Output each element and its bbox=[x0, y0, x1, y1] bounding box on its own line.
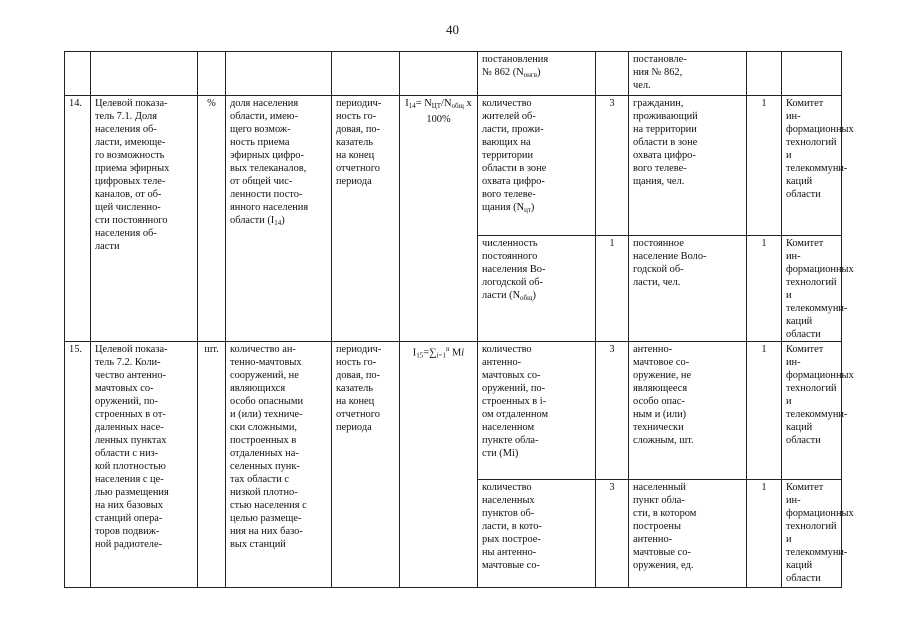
population-unit: антенно- мачтовое со- оружение, не являющееся особо опас- ным и (или) технически сложным, шт. bbox=[629, 342, 747, 480]
basic-indicator: количество жителей об- ласти, прожи- вающих на территории области в зоне охвата цифро- вого телеве- щания $(N_{цт})$ bbox=[478, 96, 596, 236]
formula: $I_{14}= N_{ЦТ}/N_{общ}$ x 100% bbox=[400, 96, 478, 342]
cell-empty bbox=[400, 52, 478, 96]
formula: $I_{15}=\sum_{i=1}^n$ Mi bbox=[400, 342, 478, 588]
basic-indicator: количество антенно- мачтовых со- оружений, по- строенных в i- ом отдаленном населенном пункте обла- сти (Mi) bbox=[478, 342, 596, 480]
periodicity: периодич- ность го- довая, по- казатель на конец отчетного периода bbox=[332, 96, 400, 342]
cell-empty bbox=[782, 52, 842, 96]
periodicity: периодич- ность го- довая, по- казатель на конец отчетного периода bbox=[332, 342, 400, 588]
cell-empty bbox=[91, 52, 198, 96]
cell-unit: постановле- ния № 862, чел. bbox=[629, 52, 747, 96]
method-code: 3 bbox=[596, 480, 629, 588]
table-row-continuation bbox=[65, 52, 842, 96]
indicator-definition: доля населения области, имею- щего возмож- ность приема эфирных цифро- вых телеканалов, от общей чис- ленности посто- янного населения области $(I_{14})$ bbox=[226, 96, 332, 342]
responsible-body: Комитет ин- формационных технологий и телекоммуни- каций области bbox=[782, 96, 842, 236]
row-number: 14. bbox=[65, 96, 91, 342]
method-code: 3 bbox=[596, 342, 629, 480]
basic-indicator: численность постоянного населения Во- логодской об- ласти $(N_{общ})$ bbox=[478, 236, 596, 342]
cell-empty bbox=[332, 52, 400, 96]
responsible-body: Комитет ин- формационных технологий и телекоммуни- каций области bbox=[782, 342, 842, 480]
indicators-table bbox=[64, 51, 854, 588]
cell-basic-indicator: постановления № 862 $(N_{онгв})$ bbox=[478, 52, 596, 96]
unit: шт. bbox=[198, 342, 226, 588]
indicator-name: Целевой показа- тель 7.2. Коли- чество антенно- мачтовых со- оружений, по- строенных в от- даленных насе- ленных пунктах области с низ- кой плотностью населения с це- лью размещения на них базовых станций опера- торов подвиж- ной радиотеле- bbox=[91, 342, 198, 588]
indicator-name: Целевой показа- тель 7.1. Доля населения об- ласти, имеюще- го возможность приема эфирных цифровых теле- каналов, от об- щей численно- сти постоянного населения об- ласти bbox=[91, 96, 198, 342]
responsible-body: Комитет ин- формационных технологий и телекоммуни- каций области bbox=[782, 236, 842, 342]
responsible-body: Комитет ин- формационных технологий и телекоммуни- каций области bbox=[782, 480, 842, 588]
source-code: 1 bbox=[747, 480, 782, 588]
table-row-14 bbox=[65, 96, 842, 236]
source-code: 1 bbox=[747, 236, 782, 342]
row-number: 15. bbox=[65, 342, 91, 588]
cell-empty bbox=[596, 52, 629, 96]
cell-empty bbox=[65, 52, 91, 96]
population-unit: постоянное население Воло- годской об- ласти, чел. bbox=[629, 236, 747, 342]
cell-empty bbox=[198, 52, 226, 96]
table-row-15 bbox=[65, 342, 842, 480]
population-unit: гражданин, проживающий на территории области в зоне охвата цифро- вого телеве- щания, чел. bbox=[629, 96, 747, 236]
unit: % bbox=[198, 96, 226, 342]
population-unit: населенный пункт обла- сти, в котором построены антенно- мачтовые со- оружения, ед. bbox=[629, 480, 747, 588]
method-code: 3 bbox=[596, 96, 629, 236]
source-code: 1 bbox=[747, 342, 782, 480]
indicator-definition: количество ан- тенно-мачтовых сооружений, не являющихся особо опасными и (или) техниче- ски сложными, построенных в отдаленных на- селенных пунк- тах области с низкой плотно- стью населения с целью размеще- ния на них базо- вых станций bbox=[226, 342, 332, 588]
cell-empty bbox=[226, 52, 332, 96]
source-code: 1 bbox=[747, 96, 782, 236]
cell-empty bbox=[747, 52, 782, 96]
method-code: 1 bbox=[596, 236, 629, 342]
page-number: 40 bbox=[446, 22, 459, 37]
basic-indicator: количество населенных пунктов об- ласти, в кото- рых построе- ны антенно- мачтовые со- bbox=[478, 480, 596, 588]
